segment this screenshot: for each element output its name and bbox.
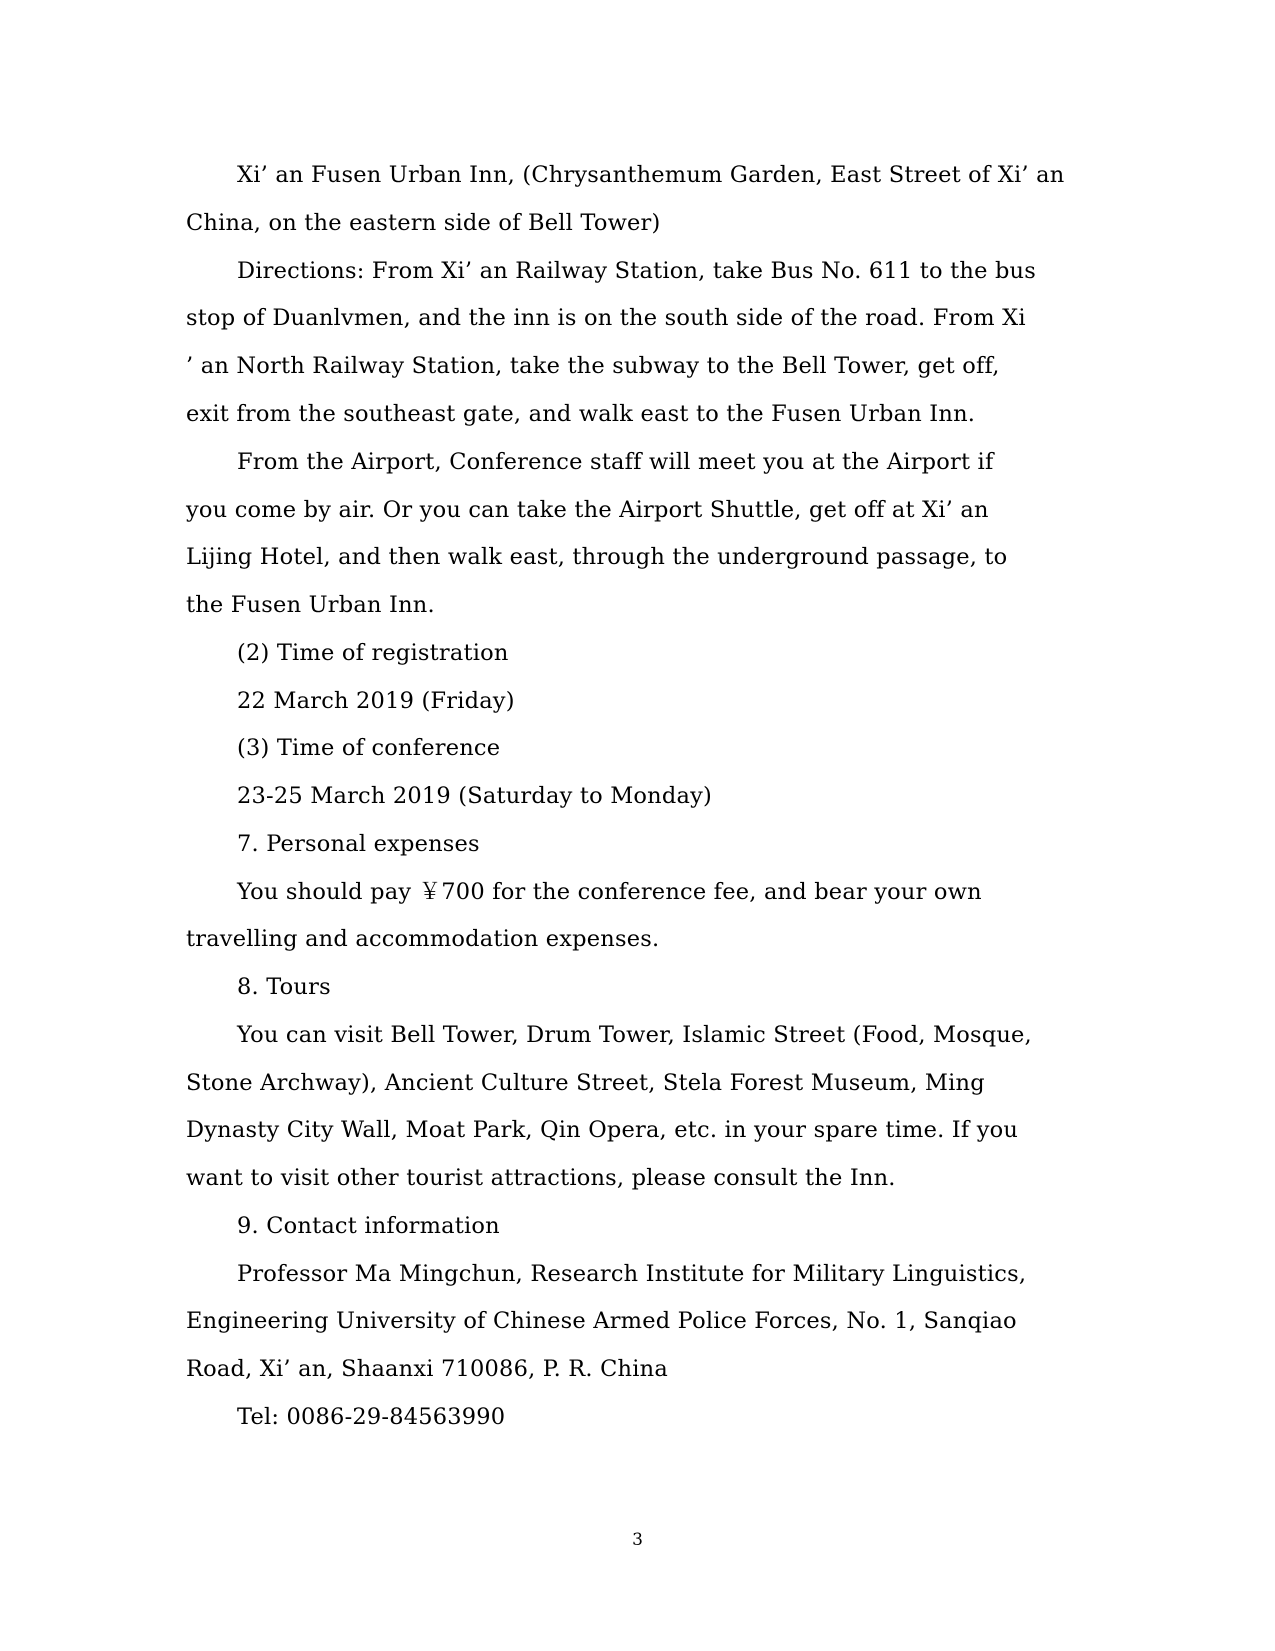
expenses-line-1: You should pay ￥700 for the conference fee, and bear your own: [237, 879, 982, 905]
airport-line-2: you come by air. Or you can take the Airport Shuttle, get off at Xi’ an: [186, 497, 989, 523]
registration-heading: (2) Time of registration: [237, 640, 509, 666]
directions-line-3: ’ an North Railway Station, take the subway to the Bell Tower, get off,: [186, 353, 1000, 379]
hotel-address-line-2: China, on the eastern side of Bell Tower): [186, 210, 661, 236]
expenses-heading: 7. Personal expenses: [237, 831, 480, 857]
conference-dates: 23-25 March 2019 (Saturday to Monday): [237, 783, 712, 809]
directions-line-1: Directions: From Xi’ an Railway Station, take Bus No. 611 to the bus: [237, 258, 1036, 284]
airport-line-4: the Fusen Urban Inn.: [186, 592, 435, 618]
airport-line-1: From the Airport, Conference staff will meet you at the Airport if: [237, 449, 994, 475]
page-number: 3: [632, 1530, 643, 1550]
contact-line-3: Road, Xi’ an, Shaanxi 710086, P. R. China: [186, 1356, 668, 1382]
tours-heading: 8. Tours: [237, 974, 331, 1000]
hotel-address-line-1: Xi’ an Fusen Urban Inn, (Chrysanthemum Garden, East Street of Xi’ an: [237, 162, 1065, 188]
tours-line-2: Stone Archway), Ancient Culture Street, Stela Forest Museum, Ming: [186, 1070, 985, 1096]
directions-line-2: stop of Duanlvmen, and the inn is on the south side of the road. From Xi: [186, 305, 1026, 331]
conference-heading: (3) Time of conference: [237, 735, 501, 761]
expenses-line-2: travelling and accommodation expenses.: [186, 926, 660, 952]
directions-line-4: exit from the southeast gate, and walk east to the Fusen Urban Inn.: [186, 401, 976, 427]
airport-line-3: Lijing Hotel, and then walk east, through the underground passage, to: [186, 544, 1008, 570]
contact-line-2: Engineering University of Chinese Armed Police Forces, No. 1, Sanqiao: [186, 1308, 1017, 1334]
tours-line-1: You can visit Bell Tower, Drum Tower, Islamic Street (Food, Mosque,: [237, 1022, 1032, 1048]
tours-line-4: want to visit other tourist attractions, please consult the Inn.: [186, 1165, 896, 1191]
tours-line-3: Dynasty City Wall, Moat Park, Qin Opera, etc. in your spare time. If you: [186, 1117, 1019, 1143]
registration-date: 22 March 2019 (Friday): [237, 688, 515, 714]
contact-heading: 9. Contact information: [237, 1213, 500, 1239]
contact-line-1: Professor Ma Mingchun, Research Institute for Military Linguistics,: [237, 1261, 1027, 1287]
contact-telephone: Tel: 0086-29-84563990: [237, 1404, 506, 1430]
